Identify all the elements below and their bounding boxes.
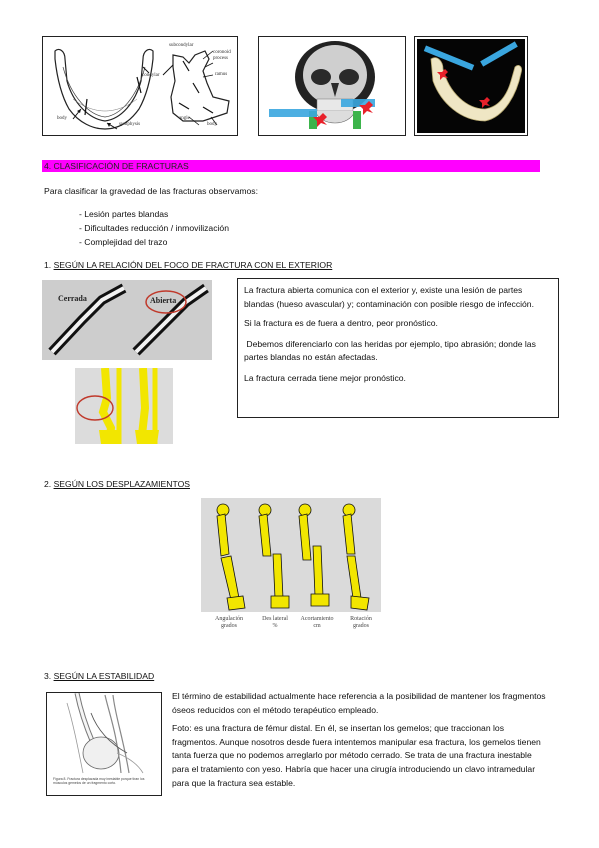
- label-body-left: body: [57, 116, 67, 121]
- open-fracture-figure: [75, 368, 173, 444]
- paragraph: El término de estabilidad actualmente hace referencia a la posibilidad de mantener los fragmentos óseos reducidos con el método terapéutico empleado.: [172, 691, 546, 715]
- knee-fracture-figure: [46, 692, 162, 796]
- tibia-xray-image: [42, 280, 212, 360]
- knee-fracture-image: [47, 693, 161, 777]
- femur-caption: [341, 616, 381, 630]
- paragraph: Debemos diferenciarlo con las heridas por ejemplo, tipo abrasión; donde las partes blandas no están afectadas.: [244, 338, 539, 363]
- subsection-3-text: [172, 690, 550, 790]
- label-body-right: body: [207, 122, 217, 127]
- mandible-3d-figure: [414, 36, 528, 136]
- open-fracture-image: [75, 368, 173, 444]
- label-subcondylar: subcondylar: [169, 43, 194, 48]
- skull-xray-image: [259, 37, 405, 135]
- caption-line: Des lateral: [262, 616, 288, 622]
- label-ramus: ramus: [215, 72, 228, 77]
- caption-line: Acortamiento: [300, 616, 334, 622]
- criterion-item: - Lesión partes blandas: [79, 209, 169, 219]
- subsection-title: SEGÚN LOS DESPLAZAMIENTOS: [53, 479, 190, 489]
- caption-line: grados: [353, 623, 369, 629]
- label-process: process: [213, 56, 228, 61]
- section-heading: 4. CLASIFICACIÓN DE FRACTURAS: [44, 161, 189, 171]
- label-condylar: condylar: [142, 73, 160, 78]
- subsection-title: SEGÚN LA ESTABILIDAD: [53, 671, 155, 681]
- label-closed: Cerrada: [58, 294, 87, 303]
- label-angle: angle: [179, 116, 190, 121]
- femur-caption: [297, 616, 337, 630]
- subsection-1-heading: [44, 259, 332, 271]
- subsection-title: SEGÚN LA RELACIÓN DEL FOCO DE FRACTURA CON EL EXTERIOR: [53, 260, 333, 270]
- caption-line: %: [272, 623, 278, 629]
- label-coronoid: coronoid: [213, 50, 231, 55]
- mandible-3d-image: [415, 37, 527, 135]
- label-open: Abierta: [150, 296, 177, 305]
- criterion-item: - Complejidad del trazo: [79, 237, 168, 247]
- paragraph: Foto: es una fractura de fémur distal. En él, se insertan los gemelos; que traccionan los fragmentos. Aunque nosotros desde fuera intentemos manipular esa fractura, los gemelos tienen tanta fuerza que no podemos arreglarlo por método cerrado. Se trata de una fractura inestable para el tratamiento con yeso. Habría que hacer una cirugía introduciendo un clavo intramedular para que la fractura sea estable.: [172, 723, 541, 788]
- mandible-diagram: [43, 37, 237, 135]
- subsection-3-heading: [44, 670, 154, 682]
- paragraph: La fractura cerrada tiene mejor pronóstico.: [244, 372, 406, 383]
- subsection-number: 2.: [44, 479, 52, 489]
- paragraph: Si la fractura es de fuera a dentro, peor pronóstico.: [244, 318, 438, 329]
- caption-line: Angulación: [215, 616, 243, 622]
- subsection-number: 3.: [44, 671, 52, 681]
- paragraph: La fractura abierta comunica con el exterior y, existe una lesión de partes blandas (hueso avascular) y; contaminación con posible riesgo de infección.: [244, 285, 534, 309]
- subsection-1-textbox: [237, 278, 559, 418]
- mandible-diagram-figure: [42, 36, 238, 136]
- criterion-item: - Dificultades reducción / inmovilización: [79, 223, 229, 233]
- caption-line: Rotación: [350, 616, 372, 622]
- section-intro: Para clasificar la gravedad de las fracturas observamos:: [44, 186, 258, 196]
- tibia-xray-figure: [42, 280, 212, 360]
- caption-line: grados: [221, 623, 237, 629]
- subsection-2-heading: [44, 478, 190, 490]
- knee-figure-caption: Figura 8. Fractura desplazada muy inestable porque tiran los músculos gemelos de un fragmento corto.: [53, 777, 145, 786]
- subsection-number: 1.: [44, 260, 52, 270]
- skull-xray-figure: [258, 36, 406, 136]
- displacement-figure: [201, 498, 381, 638]
- displacement-image: [201, 498, 381, 612]
- label-symphysis: symphysis: [119, 122, 141, 127]
- caption-line: cm: [313, 623, 321, 629]
- femur-caption: [209, 616, 249, 630]
- femur-caption: [255, 616, 295, 630]
